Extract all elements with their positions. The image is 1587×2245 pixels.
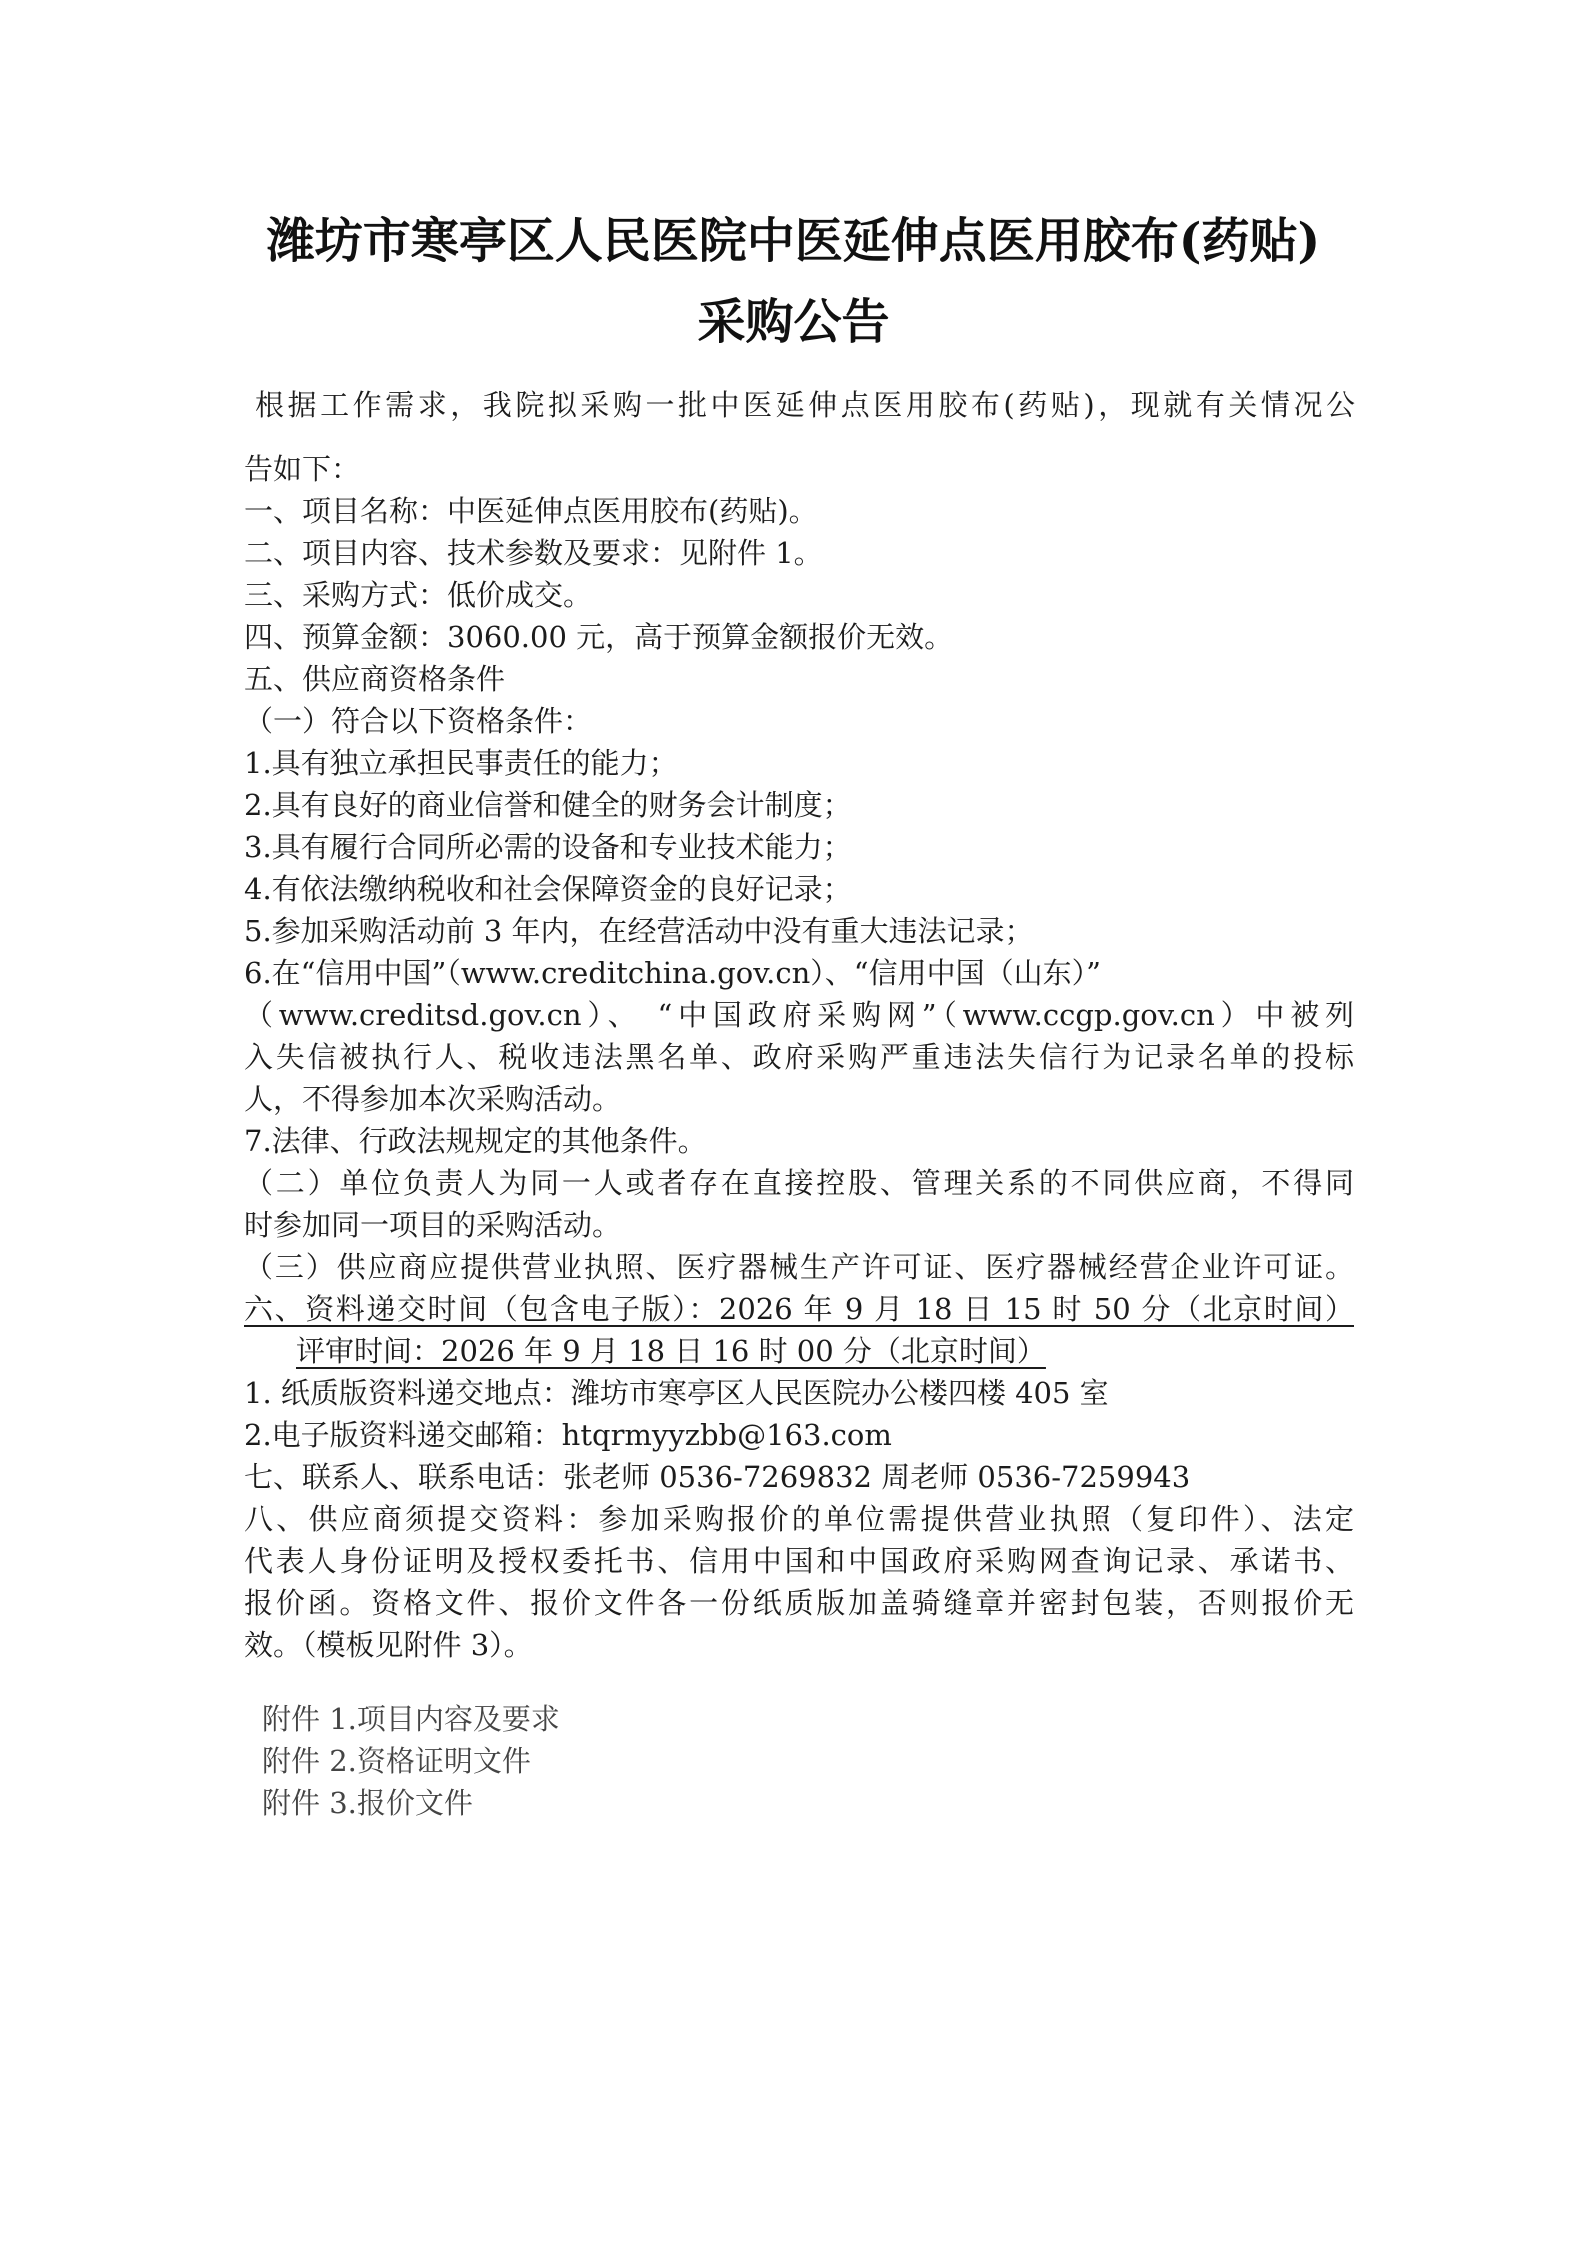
intro-line-2: 告如下： [244,452,361,486]
attachment-1: 附件 1.项目内容及要求 [262,1702,560,1736]
attachment-3: 附件 3.报价文件 [262,1786,473,1820]
submission-email: 2.电子版资料递交邮箱：htqrmyyzbb@163.com [244,1418,892,1452]
item-procurement-method: 三、采购方式：低价成交。 [244,578,593,612]
item-supplier-qualifications: 五、供应商资格条件 [244,662,506,696]
item-contacts: 七、联系人、联系电话：张老师 0536-7269832 周老师 0536-7259943 [244,1460,1191,1494]
item-project-content: 二、项目内容、技术参数及要求：见附件 1。 [244,536,823,570]
condition-6-line-1: 6.在“信用中国”（www.creditchina.gov.cn）、“信用中国（山东）” [244,956,1101,990]
condition-6-line-3: 入失信被执行人、税收违法黑名单、政府采购严重违法失信行为记录名单的投标 [244,1040,1354,1074]
condition-2: 2.具有良好的商业信誉和健全的财务会计制度； [244,788,852,822]
item-required-docs-line-3: 报价函。资格文件、报价文件各一份纸质版加盖骑缝章并密封包装，否则报价无 [244,1586,1354,1620]
item-required-docs-line-1: 八、供应商须提交资料：参加采购报价的单位需提供营业执照（复印件）、法定 [244,1502,1354,1536]
review-time: 评审时间：2026 年 9 月 18 日 16 时 00 分（北京时间） [296,1334,1046,1368]
sub-qualifications-3: （三）供应商应提供营业执照、医疗器械生产许可证、医疗器械经营企业许可证。 [244,1250,1354,1284]
condition-6-line-4: 人，不得参加本次采购活动。 [244,1082,622,1116]
item-budget: 四、预算金额：3060.00 元，高于预算金额报价无效。 [244,620,954,654]
sub-qualifications-2-line-2: 时参加同一项目的采购活动。 [244,1208,622,1242]
sub-qualifications-2-line-1: （二）单位负责人为同一人或者存在直接控股、管理关系的不同供应商，不得同 [244,1166,1354,1200]
title-line-2: 采购公告 [697,294,890,350]
item-project-name: 一、项目名称：中医延伸点医用胶布(药贴)。 [244,494,818,528]
condition-1: 1.具有独立承担民事责任的能力； [244,746,678,780]
condition-3: 3.具有履行合同所必需的设备和专业技术能力； [244,830,852,864]
item-required-docs-line-2: 代表人身份证明及授权委托书、信用中国和中国政府采购网查询记录、承诺书、 [244,1544,1354,1578]
sub-qualifications-1: （一）符合以下资格条件： [244,704,593,738]
submission-location: 1. 纸质版资料递交地点：潍坊市寒亭区人民医院办公楼四楼 405 室 [244,1376,1109,1410]
condition-5: 5.参加采购活动前 3 年内，在经营活动中没有重大违法记录； [244,914,1034,948]
condition-4: 4.有依法缴纳税收和社会保障资金的良好记录； [244,872,852,906]
intro-line-1: 根据工作需求，我院拟采购一批中医延伸点医用胶布(药贴)，现就有关情况公 [255,388,1355,422]
item-submission-time: 六、资料递交时间（包含电子版）：2026 年 9 月 18 日 15 时 50 分（北京时间） [244,1292,1354,1326]
condition-6-line-2: （www.creditsd.gov.cn）、 “中国政府采购网”（www.ccgp.gov.cn）中被列 [244,998,1354,1032]
condition-7: 7.法律、行政法规规定的其他条件。 [244,1124,707,1158]
item-required-docs-line-4: 效。（模板见附件 3）。 [244,1628,533,1662]
attachment-2: 附件 2.资格证明文件 [262,1744,531,1778]
title-line-1: 潍坊市寒亭区人民医院中医延伸点医用胶布(药贴) [266,213,1321,269]
